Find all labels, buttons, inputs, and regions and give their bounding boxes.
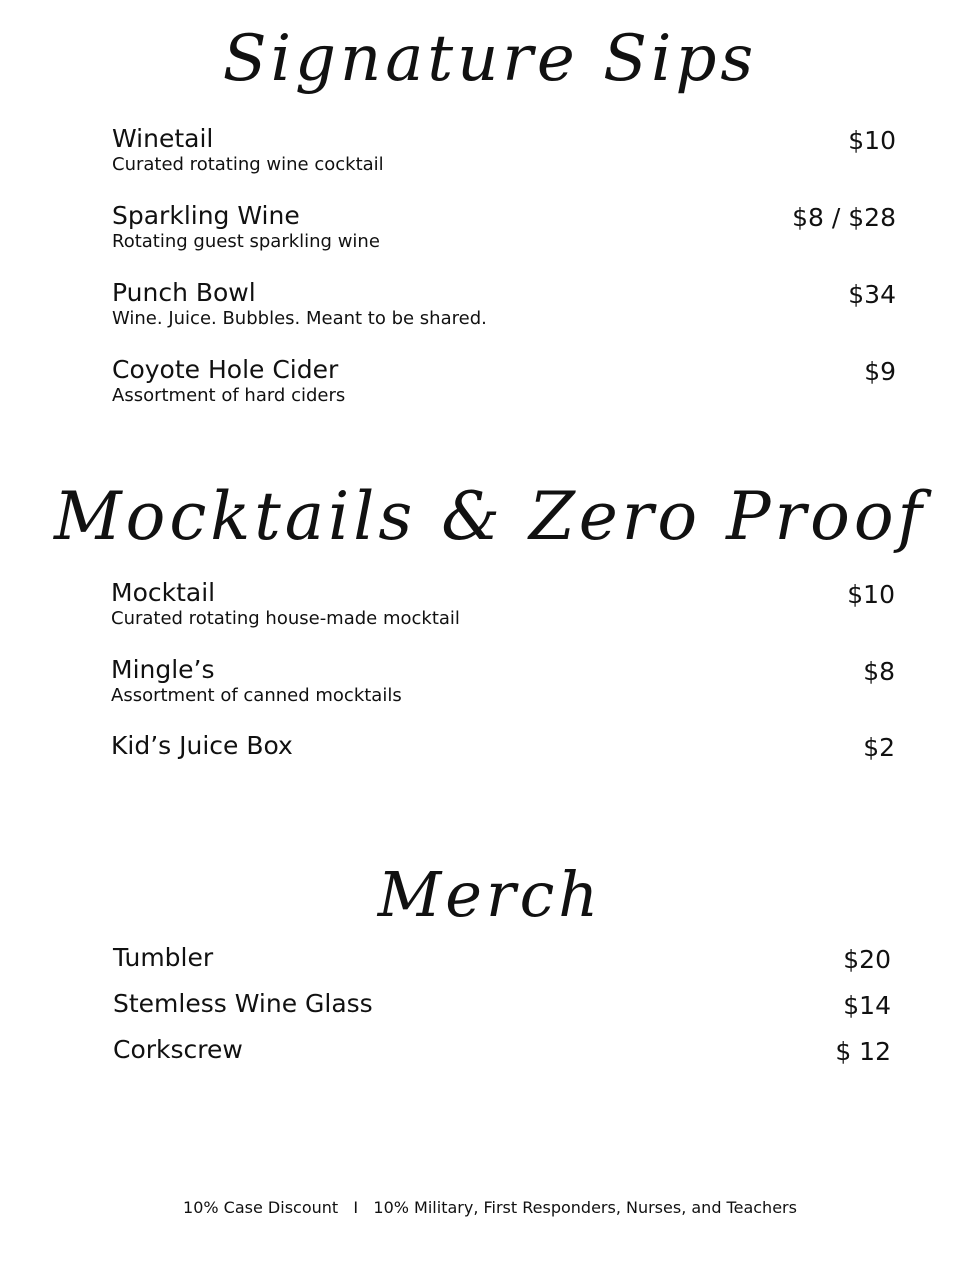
menu-item bbox=[112, 355, 896, 415]
menu-item bbox=[111, 731, 895, 791]
menu-item bbox=[112, 124, 896, 184]
menu-item bbox=[111, 578, 895, 638]
item-name: Coyote Hole Cider bbox=[112, 355, 339, 384]
item-description: Rotating guest sparkling wine bbox=[112, 231, 380, 252]
item-description: Curated rotating house-made mocktail bbox=[111, 608, 460, 629]
item-price: $14 bbox=[843, 991, 891, 1020]
item-description: Assortment of hard ciders bbox=[112, 385, 346, 406]
menu-item bbox=[111, 655, 895, 715]
item-name: Stemless Wine Glass bbox=[113, 989, 373, 1018]
item-name: Corkscrew bbox=[113, 1035, 243, 1064]
item-name: Mingle’s bbox=[111, 655, 215, 684]
item-price: $34 bbox=[848, 280, 896, 309]
item-price: $2 bbox=[863, 733, 895, 762]
item-description: Wine. Juice. Bubbles. Meant to be shared. bbox=[112, 308, 487, 329]
menu-item bbox=[112, 201, 896, 261]
item-price: $8 bbox=[863, 657, 895, 686]
item-name: Kid’s Juice Box bbox=[111, 731, 293, 760]
item-price: $10 bbox=[848, 126, 896, 155]
item-price: $ 12 bbox=[835, 1037, 891, 1066]
item-name: Punch Bowl bbox=[112, 278, 256, 307]
item-name: Winetail bbox=[112, 124, 214, 153]
section-title-signature-sips: Signature Sips bbox=[222, 22, 758, 96]
footer-discounts: 10% Case Discount I 10% Military, First Responders, Nurses, and Teachers bbox=[183, 1198, 797, 1217]
menu-item bbox=[112, 278, 896, 338]
section-title-merch: Merch bbox=[377, 858, 603, 931]
item-name: Sparkling Wine bbox=[112, 201, 300, 230]
menu-item bbox=[113, 1035, 891, 1095]
item-description: Curated rotating wine cocktail bbox=[112, 154, 384, 175]
item-price: $9 bbox=[864, 357, 896, 386]
item-price: $8 / $28 bbox=[792, 203, 896, 232]
item-name: Mocktail bbox=[111, 578, 216, 607]
section-title-mocktails: Mocktails & Zero Proof bbox=[54, 478, 926, 555]
item-price: $20 bbox=[843, 945, 891, 974]
item-name: Tumbler bbox=[113, 943, 214, 972]
item-description: Assortment of canned mocktails bbox=[111, 685, 402, 706]
item-price: $10 bbox=[847, 580, 895, 609]
